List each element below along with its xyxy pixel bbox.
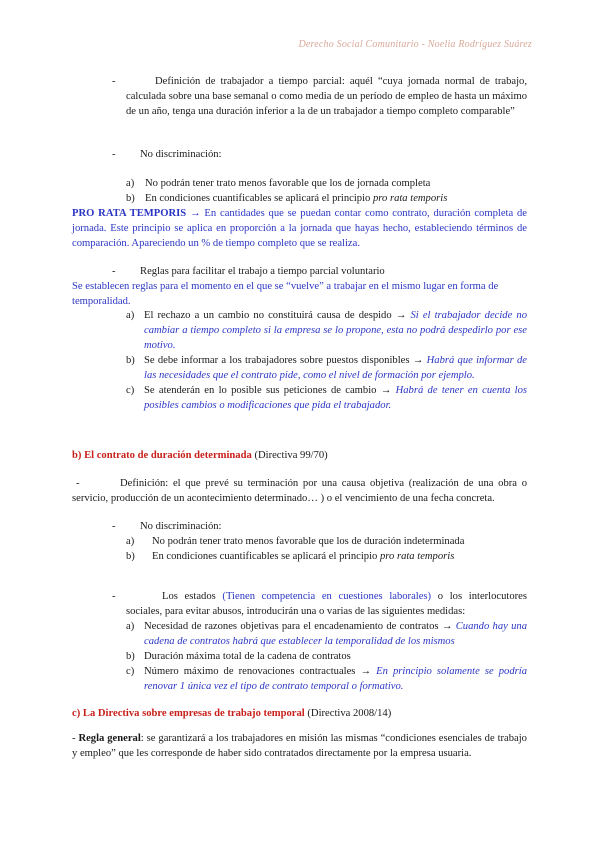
list-item	[145, 191, 447, 206]
page-header: Derecho Social Comunitario - Noelia Rodríguez Suárez	[298, 39, 532, 50]
list-item	[144, 383, 527, 413]
rules-note: Se establecen reglas para el momento en el que se “vuelve” a trabajar en el mismo lugar en forma de temporalidad.	[72, 281, 499, 307]
arrow-icon: →	[395, 310, 407, 321]
non-discrimination-label: No discriminación:	[140, 521, 222, 532]
section-directive: (Directiva 2008/14)	[307, 708, 392, 719]
list-marker: a)	[126, 621, 135, 632]
list-item-text: Número máximo de renovaciones contractuales	[144, 666, 356, 677]
bullet-dash: -	[112, 149, 116, 160]
list-item-text: En condiciones cuantificables se aplicará el principio	[145, 193, 373, 204]
general-rule-label: Regla general	[78, 733, 141, 744]
arrow-icon: →	[412, 355, 424, 366]
list-item-italic: pro rata temporis	[372, 193, 448, 204]
fixed-term-definition: Definición: el que prevé su terminación por una causa objetiva (realización de una obra o servicio, producción de un acontecimiento determinado… ) o el vencimiento de una fecha concreta.	[72, 478, 527, 504]
arrow-icon: →	[441, 621, 453, 632]
rules-label: Reglas para facilitar el trabajo a tiempo parcial voluntario	[140, 266, 385, 277]
pro-rata-paragraph	[72, 206, 527, 251]
general-rule-paragraph	[72, 731, 527, 761]
bullet-dash: -	[72, 733, 76, 744]
arrow-icon: →	[380, 385, 392, 396]
list-item	[144, 308, 527, 353]
pro-rata-title: PRO RATA TEMPORIS	[72, 208, 187, 219]
list-item-text: Se debe informar a los trabajadores sobre puestos disponibles	[144, 355, 410, 366]
list-item-note: Habrá de tener en cuenta los posibles cambios o modificaciones que pida el trabajador.	[144, 385, 527, 411]
bullet-dash: -	[112, 521, 116, 532]
bullet-dash: -	[112, 591, 116, 602]
list-item	[144, 664, 527, 694]
list-marker: c)	[126, 385, 135, 396]
list-item-text: El rechazo a un cambio no constituirá causa de despido	[144, 310, 392, 321]
list-marker: b)	[126, 193, 135, 204]
list-item	[144, 619, 527, 649]
list-item-text: En condiciones cuantificables se aplicará el principio	[152, 551, 380, 562]
states-paragraph	[126, 589, 527, 619]
arrow-icon: →	[190, 208, 201, 219]
list-item: No podrán tener trato menos favorable que los de duración indeterminada	[152, 536, 465, 547]
list-marker: b)	[126, 355, 135, 366]
list-marker: b)	[126, 651, 135, 662]
list-item-text: Necesidad de razones objetivas para el encadenamiento de contratos	[144, 621, 439, 632]
list-marker: c)	[126, 666, 135, 677]
section-title	[72, 448, 328, 463]
section-title-text: c) La Directiva sobre empresas de trabajo temporal	[72, 708, 305, 719]
list-item	[144, 353, 527, 383]
section-title	[72, 706, 391, 721]
section-directive: (Directiva 99/70)	[254, 450, 328, 461]
list-item-note: Si el trabajador decide no cambiar a tiempo completo si la empresa se lo propone, esta no podrá despedirlo por ese motivo.	[144, 310, 527, 351]
states-text-end: o los interlocutores sociales, para evitar abusos, introducirán una o varias de las siguientes medidas:	[126, 591, 528, 617]
list-marker: a)	[126, 310, 135, 321]
list-item-note: En principio solamente se podría renovar 1 única vez el tipo de contrato temporal o formativo.	[144, 666, 527, 692]
list-item: No podrán tener trato menos favorable que los de jornada completa	[145, 178, 431, 189]
states-note: (Tienen competencia en cuestiones laborales)	[222, 591, 432, 602]
bullet-dash: -	[112, 266, 116, 277]
list-item-italic: pro rata temporis	[379, 551, 455, 562]
list-item-note: Cuando hay una cadena de contratos habrá que establecer la temporalidad de los mismos	[144, 621, 528, 647]
list-item-text: Se atenderán en lo posible sus peticiones de cambio	[144, 385, 377, 396]
list-item: Duración máxima total de la cadena de contratos	[144, 651, 351, 662]
list-item-note: Habrá que informar de las necesidades que el contrato pide, como el nivel de formación por ejemplo.	[144, 355, 528, 381]
bullet-dash: -	[76, 478, 80, 489]
section-title-text: b) El contrato de duración determinada	[72, 450, 252, 461]
states-text: Los estados	[162, 591, 223, 602]
list-marker: a)	[126, 178, 135, 189]
list-marker: a)	[126, 536, 135, 547]
list-marker: b)	[126, 551, 135, 562]
arrow-icon: →	[360, 666, 372, 677]
general-rule-text: : se garantizará a los trabajadores en misión las mismas “condiciones esenciales de trabajo y empleo” que les corresponde de haber sido contratados directamente por la empresa usuaria.	[72, 733, 527, 759]
non-discrimination-label: No discriminación:	[140, 149, 222, 160]
list-item	[152, 549, 454, 564]
part-time-definition: Definición de trabajador a tiempo parcial: aquél “cuya jornada normal de trabajo, calculada sobre una base semanal o como media de un período de empleo de hasta un máximo de un año, tenga una duración inferior a la de un trabajador a tiempo completo comparable”	[126, 76, 527, 117]
pro-rata-text: En cantidades que se puedan contar como contrato, duración completa de jornada. Este principio se aplica en proporción a la jornada que hayas hecho, estableciendo términos de comparación. Apareciendo un % de tiempo completo que se realiza.	[72, 208, 527, 249]
bullet-dash: -	[112, 76, 116, 87]
